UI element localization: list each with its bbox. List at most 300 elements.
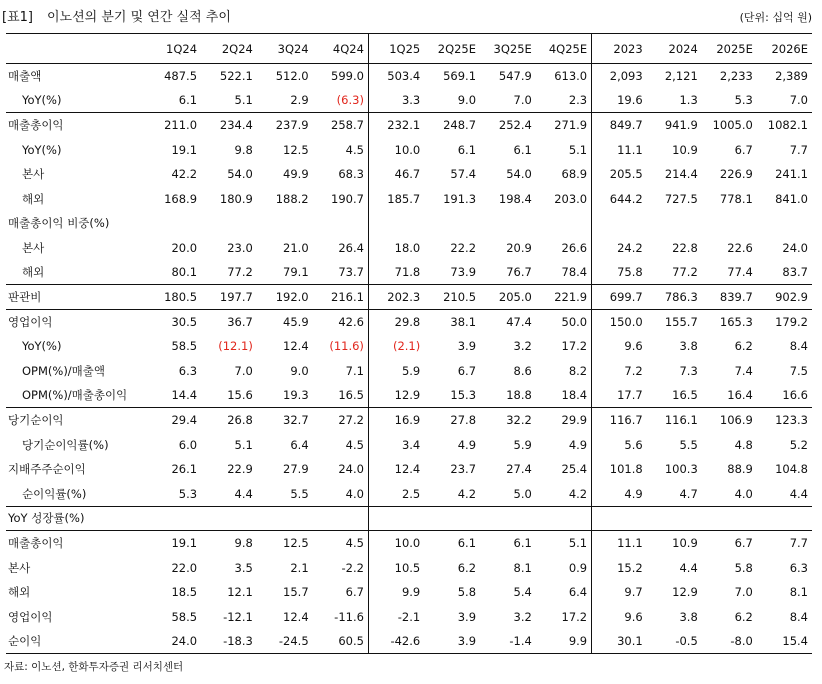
- table-cell: 2.9: [290, 93, 309, 108]
- table-title: [2, 6, 231, 25]
- table-cell: 15.3: [450, 388, 477, 403]
- table-cell: 237.9: [257, 113, 313, 138]
- table-cell: 36.7: [201, 309, 257, 334]
- table-cell: 2,389: [757, 64, 812, 89]
- table-cell: 68.3: [338, 167, 364, 182]
- row-label: 지배주주순이익: [8, 462, 86, 477]
- table-cell: 5.1: [234, 93, 253, 108]
- table-cell: 5.1: [568, 142, 588, 157]
- table-cell: 27.8: [424, 408, 480, 433]
- table-body: [6, 64, 812, 654]
- table-cell: 27.9: [283, 462, 309, 477]
- column-header: 3Q24: [257, 34, 313, 64]
- table-cell: 2,233: [702, 64, 757, 89]
- table-cell: [536, 211, 592, 236]
- table-cell: 4.9: [592, 482, 647, 507]
- table-cell: 644.2: [592, 186, 647, 211]
- column-header: 2Q24: [201, 34, 257, 64]
- row-label: 해외: [22, 191, 45, 206]
- table-cell: 73.9: [450, 265, 477, 280]
- table-cell: 205.5: [592, 162, 647, 187]
- table-cell: -0.5: [647, 629, 702, 654]
- row-label: OPM(%)/매출액: [22, 363, 106, 378]
- table-cell: 46.7: [368, 162, 424, 187]
- table-cell: 6.2: [734, 609, 753, 624]
- table-cell: [592, 211, 647, 236]
- column-header: 4Q25E: [536, 34, 592, 64]
- table-cell: [257, 211, 313, 236]
- table-cell: 123.3: [757, 408, 812, 433]
- table-cell: 9.6: [592, 605, 647, 630]
- table-cell: 4.2: [457, 486, 477, 501]
- table-cell: 8.4: [789, 339, 808, 354]
- column-header: 2Q25E: [424, 34, 480, 64]
- table-cell: 849.7: [592, 113, 647, 138]
- table-cell: 155.7: [647, 309, 702, 334]
- table-cell: 9.8: [201, 531, 257, 556]
- table-row: [6, 457, 812, 482]
- table-cell: 24.0: [782, 240, 808, 255]
- table-cell: 100.3: [664, 462, 698, 477]
- table-cell: 6.1: [178, 93, 198, 108]
- table-row: [6, 137, 812, 162]
- table-row: [6, 506, 812, 531]
- table-cell: 902.9: [757, 285, 812, 310]
- table-cell: 6.7: [734, 142, 753, 157]
- table-cell: 179.2: [757, 309, 812, 334]
- row-label: YoY(%): [22, 93, 62, 108]
- table-row: [6, 555, 812, 580]
- row-label: YoY 성장률(%): [6, 506, 145, 531]
- table-cell: 19.1: [171, 142, 198, 157]
- table-cell: 27.2: [313, 408, 369, 433]
- table-cell: 613.0: [536, 64, 592, 89]
- table-cell: [368, 211, 424, 236]
- table-cell: 8.6: [513, 363, 532, 378]
- table-cell: [201, 211, 257, 236]
- header-corner: [6, 34, 145, 64]
- table-cell: 6.1: [457, 142, 477, 157]
- table-cell: 6.3: [178, 363, 198, 378]
- table-row: [6, 285, 812, 310]
- table-row: [6, 236, 812, 261]
- table-row: [6, 334, 812, 359]
- table-cell: 47.4: [480, 309, 536, 334]
- table-cell: 7.7: [789, 142, 808, 157]
- table-row: [6, 408, 812, 433]
- table-cell: 22.6: [727, 240, 753, 255]
- table-cell: 12.9: [368, 383, 424, 408]
- table-cell: -24.5: [257, 629, 313, 654]
- table-cell: (2.1): [368, 334, 424, 359]
- table-cell: 77.2: [227, 265, 253, 280]
- table-cell: 4.0: [734, 486, 753, 501]
- table-cell: 7.1: [345, 363, 364, 378]
- table-tag: [표1]: [2, 10, 33, 25]
- table-cell: 180.9: [219, 191, 253, 206]
- table-cell: 5.8: [457, 585, 477, 600]
- table-cell: 5.1: [234, 437, 253, 452]
- table-cell: 699.7: [592, 285, 647, 310]
- table-cell: 16.4: [727, 388, 753, 403]
- table-cell: 76.7: [506, 265, 532, 280]
- table-cell: 2.3: [568, 93, 588, 108]
- table-cell: 205.0: [480, 285, 536, 310]
- table-cell: 7.5: [789, 363, 808, 378]
- table-cell: 12.4: [283, 339, 309, 354]
- table-cell: -11.6: [334, 609, 364, 624]
- table-cell: 38.1: [424, 309, 480, 334]
- table-cell: 727.5: [664, 191, 698, 206]
- table-row: [6, 605, 812, 630]
- table-cell: 24.2: [592, 236, 647, 261]
- table-cell: 2.5: [368, 482, 424, 507]
- row-label: 당기순이익률(%): [22, 437, 109, 452]
- table-cell: 211.0: [145, 113, 201, 138]
- table-row: [6, 186, 812, 211]
- table-row: [6, 482, 812, 507]
- table-cell: 7.0: [234, 363, 253, 378]
- column-header: 2025E: [702, 34, 757, 64]
- table-row: [6, 113, 812, 138]
- table-cell: 3.4: [368, 432, 424, 457]
- table-cell: 9.9: [368, 580, 424, 605]
- table-cell: [145, 506, 201, 531]
- table-cell: 165.3: [702, 309, 757, 334]
- table-cell: 116.1: [647, 408, 702, 433]
- row-label: 영업이익: [6, 309, 145, 334]
- table-cell: 29.4: [145, 408, 201, 433]
- table-cell: 5.0: [513, 486, 532, 501]
- table-row: [6, 211, 812, 236]
- table-cell: 6.7: [345, 585, 364, 600]
- table-cell: 50.0: [536, 309, 592, 334]
- table-cell: 4.9: [457, 437, 477, 452]
- row-label: 판관비: [6, 285, 145, 310]
- table-cell: 232.1: [368, 113, 424, 138]
- table-cell: [757, 506, 812, 531]
- table-cell: 6.1: [480, 531, 536, 556]
- table-cell: 12.4: [368, 457, 424, 482]
- table-cell: 4.5: [313, 531, 369, 556]
- table-cell: 203.0: [554, 191, 588, 206]
- table-cell: 192.0: [257, 285, 313, 310]
- table-cell: 16.6: [782, 388, 808, 403]
- table-cell: [702, 506, 757, 531]
- table-cell: 22.2: [450, 240, 477, 255]
- row-label: OPM(%)/매출총이익: [22, 388, 128, 403]
- table-cell: 4.7: [679, 486, 698, 501]
- table-cell: 7.0: [789, 93, 808, 108]
- table-cell: 106.9: [702, 408, 757, 433]
- table-cell: 42.6: [313, 309, 369, 334]
- table-cell: 190.7: [331, 191, 364, 206]
- table-row: [6, 162, 812, 187]
- table-cell: 6.4: [568, 585, 588, 600]
- table-cell: 23.0: [227, 240, 253, 255]
- row-label: YoY(%): [22, 339, 62, 354]
- table-cell: 57.4: [450, 167, 477, 182]
- table-cell: 45.9: [257, 309, 313, 334]
- table-cell: 1082.1: [757, 113, 812, 138]
- table-cell: 60.5: [313, 629, 369, 654]
- column-header: 4Q24: [313, 34, 369, 64]
- table-cell: 10.9: [672, 142, 698, 157]
- table-cell: [424, 211, 480, 236]
- table-cell: 5.5: [290, 486, 309, 501]
- table-cell: 29.9: [536, 408, 592, 433]
- table-cell: 104.8: [775, 462, 808, 477]
- table-cell: 42.2: [171, 167, 198, 182]
- table-cell: 15.6: [227, 388, 253, 403]
- row-label: 매출총이익 비중(%): [8, 216, 110, 231]
- table-cell: 7.0: [513, 93, 532, 108]
- row-label: 본사: [22, 167, 45, 182]
- table-cell: 5.5: [679, 437, 698, 452]
- table-cell: 9.8: [234, 142, 253, 157]
- table-cell: -12.1: [223, 609, 253, 624]
- row-label: 매출액: [6, 64, 145, 89]
- table-cell: [313, 506, 369, 531]
- table-cell: [536, 506, 592, 531]
- table-cell: 29.8: [368, 309, 424, 334]
- column-header: 1Q24: [145, 34, 201, 64]
- table-cell: 202.3: [368, 285, 424, 310]
- table-cell: [368, 506, 424, 531]
- table-cell: (6.3): [336, 93, 364, 108]
- table-cell: 252.4: [480, 113, 536, 138]
- row-label: YoY(%): [22, 142, 62, 157]
- table-cell: 49.9: [283, 167, 309, 182]
- table-cell: 18.0: [368, 236, 424, 261]
- table-cell: 21.0: [283, 240, 309, 255]
- table-cell: 17.2: [561, 609, 588, 624]
- table-cell: 0.9: [568, 560, 588, 575]
- table-cell: 16.5: [672, 388, 698, 403]
- table-cell: 88.9: [727, 462, 753, 477]
- table-cell: 12.1: [227, 585, 253, 600]
- table-cell: 512.0: [257, 64, 313, 89]
- table-cell: 198.4: [498, 191, 532, 206]
- table-cell: 6.2: [734, 339, 753, 354]
- table-cell: 22.9: [227, 462, 253, 477]
- table-cell: [313, 211, 369, 236]
- table-cell: 20.9: [506, 240, 532, 255]
- table-cell: 18.8: [506, 388, 532, 403]
- table-cell: 12.5: [257, 531, 313, 556]
- table-row: [6, 383, 812, 408]
- table-cell: 10.0: [368, 531, 424, 556]
- table-cell: 30.1: [592, 629, 647, 654]
- table-cell: 3.9: [457, 339, 477, 354]
- table-cell: 839.7: [702, 285, 757, 310]
- table-cell: 54.0: [506, 167, 532, 182]
- table-cell: 4.9: [568, 437, 588, 452]
- table-cell: 7.0: [734, 585, 753, 600]
- table-cell: -2.1: [368, 605, 424, 630]
- table-cell: 10.5: [368, 555, 424, 580]
- table-cell: 1.3: [679, 93, 698, 108]
- table-cell: 547.9: [480, 64, 536, 89]
- table-cell: 22.0: [171, 560, 198, 575]
- table-cell: 18.4: [561, 388, 588, 403]
- table-cell: 7.3: [679, 363, 698, 378]
- row-label: 매출총이익: [6, 531, 145, 556]
- table-cell: 3.2: [513, 609, 532, 624]
- table-cell: 8.1: [789, 585, 808, 600]
- table-cell: -2.2: [341, 560, 364, 575]
- table-cell: 5.2: [789, 437, 808, 452]
- table-cell: -8.0: [702, 629, 757, 654]
- table-cell: 2.1: [290, 560, 309, 575]
- table-cell: 168.9: [164, 191, 198, 206]
- table-cell: 216.1: [313, 285, 369, 310]
- table-cell: 6.3: [789, 560, 808, 575]
- table-row: [6, 531, 812, 556]
- table-cell: 185.7: [368, 186, 424, 211]
- column-header: 2024: [647, 34, 702, 64]
- table-cell: 15.4: [757, 629, 812, 654]
- table-cell: 10.9: [647, 531, 702, 556]
- table-cell: 569.1: [424, 64, 480, 89]
- table-cell: 3.5: [234, 560, 253, 575]
- table-cell: 12.4: [283, 609, 309, 624]
- table-cell: 17.7: [592, 383, 647, 408]
- table-cell: 116.7: [592, 408, 647, 433]
- table-cell: 197.7: [201, 285, 257, 310]
- table-cell: 180.5: [145, 285, 201, 310]
- table-cell: 80.1: [171, 265, 198, 280]
- table-cell: [592, 506, 647, 531]
- table-cell: 101.8: [592, 457, 647, 482]
- table-row: [6, 88, 812, 113]
- row-label: 영업이익: [8, 609, 53, 624]
- table-cell: 3.2: [513, 339, 532, 354]
- table-cell: 210.5: [424, 285, 480, 310]
- row-label: 본사: [22, 240, 45, 255]
- table-cell: [702, 211, 757, 236]
- table-cell: 487.5: [145, 64, 201, 89]
- table-cell: 6.1: [424, 531, 480, 556]
- row-label: 해외: [22, 265, 45, 280]
- table-cell: 5.9: [368, 359, 424, 384]
- table-cell: 191.3: [443, 191, 477, 206]
- table-cell: 4.5: [345, 437, 364, 452]
- table-cell: 841.0: [775, 191, 808, 206]
- table-cell: [480, 506, 536, 531]
- table-cell: 258.7: [313, 113, 369, 138]
- table-cell: 9.6: [592, 334, 647, 359]
- table-cell: 7.2: [592, 359, 647, 384]
- table-cell: 7.7: [757, 531, 812, 556]
- table-cell: 6.7: [702, 531, 757, 556]
- table-cell: 26.4: [338, 240, 364, 255]
- table-cell: 599.0: [313, 64, 369, 89]
- table-cell: 2,121: [647, 64, 702, 89]
- table-cell: 6.1: [513, 142, 532, 157]
- table-cell: 15.2: [592, 555, 647, 580]
- header-row: [6, 34, 812, 64]
- table-cell: 10.0: [368, 137, 424, 162]
- table-cell: -18.3: [201, 629, 257, 654]
- table-row: [6, 629, 812, 654]
- table-cell: 83.7: [782, 265, 808, 280]
- column-header: 1Q25: [368, 34, 424, 64]
- table-cell: 150.0: [592, 309, 647, 334]
- table-cell: 271.9: [536, 113, 592, 138]
- row-label: 본사: [8, 560, 31, 575]
- table-cell: 8.2: [568, 363, 588, 378]
- table-cell: 26.1: [171, 462, 198, 477]
- table-cell: 786.3: [647, 285, 702, 310]
- table-row: [6, 580, 812, 605]
- table-cell: 75.8: [592, 260, 647, 285]
- table-cell: 5.3: [178, 486, 198, 501]
- table-cell: 241.1: [775, 167, 808, 182]
- table-cell: 3.8: [679, 339, 698, 354]
- table-row: [6, 432, 812, 457]
- table-cell: 221.9: [536, 285, 592, 310]
- row-label: 당기순이익: [6, 408, 145, 433]
- table-cell: 77.4: [727, 265, 753, 280]
- table-cell: 19.6: [592, 88, 647, 113]
- table-cell: 19.3: [283, 388, 309, 403]
- table-cell: 9.0: [290, 363, 309, 378]
- column-header: 3Q25E: [480, 34, 536, 64]
- table-cell: (12.1): [218, 339, 253, 354]
- table-cell: 8.1: [513, 560, 532, 575]
- table-cell: 32.2: [480, 408, 536, 433]
- table-cell: 522.1: [201, 64, 257, 89]
- table-cell: (11.6): [329, 339, 364, 354]
- table-cell: 12.5: [283, 142, 309, 157]
- table-cell: [757, 211, 812, 236]
- table-cell: 77.2: [672, 265, 698, 280]
- table-cell: 214.4: [664, 167, 698, 182]
- table-cell: 24.0: [338, 462, 364, 477]
- table-row: [6, 309, 812, 334]
- table-cell: [647, 211, 702, 236]
- table-cell: 6.4: [290, 437, 309, 452]
- row-label: 해외: [8, 585, 31, 600]
- table-cell: 71.8: [368, 260, 424, 285]
- source-note: 자료: 이노션, 한화투자증권 리서치센터: [4, 661, 184, 673]
- table-cell: 5.8: [734, 560, 753, 575]
- table-cell: 6.7: [457, 363, 477, 378]
- table-cell: [257, 506, 313, 531]
- table-cell: 19.1: [145, 531, 201, 556]
- table-row: [6, 64, 812, 89]
- table-cell: 32.7: [257, 408, 313, 433]
- table-cell: 25.4: [561, 462, 588, 477]
- row-label: 매출총이익: [6, 113, 145, 138]
- table-cell: 8.4: [789, 609, 808, 624]
- table-cell: 5.3: [734, 93, 753, 108]
- table-cell: [647, 506, 702, 531]
- table-cell: 18.5: [171, 585, 198, 600]
- table-cell: 54.0: [227, 167, 253, 182]
- table-cell: 3.9: [424, 629, 480, 654]
- table-cell: 15.7: [283, 585, 309, 600]
- table-cell: 78.4: [561, 265, 588, 280]
- table-cell: 2,093: [592, 64, 647, 89]
- table-title-text: 이노션의 분기 및 연간 실적 추이: [46, 10, 231, 25]
- table-cell: [480, 211, 536, 236]
- table-cell: 941.9: [647, 113, 702, 138]
- table-cell: 188.2: [275, 191, 309, 206]
- table-cell: 7.4: [734, 363, 753, 378]
- table-cell: 79.1: [283, 265, 309, 280]
